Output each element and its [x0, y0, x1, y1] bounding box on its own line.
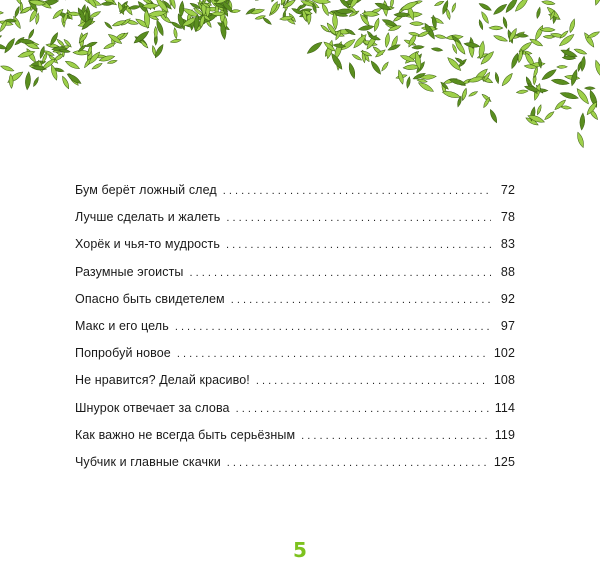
toc-leader-dots	[226, 212, 491, 224]
toc-entry-title: Разумные эгоисты	[75, 264, 184, 279]
toc-leader-dots	[301, 430, 489, 442]
toc-entry-title: Бум берёт ложный след	[75, 183, 217, 197]
toc-leader-dots	[190, 267, 492, 279]
toc-entry[interactable]	[75, 265, 515, 292]
toc-entry-page: 88	[500, 264, 515, 279]
toc-entry-page: 114	[494, 400, 515, 415]
toc-leader-dots	[236, 403, 489, 415]
toc-entry-page: 125	[493, 454, 515, 469]
toc-entry[interactable]	[75, 319, 515, 346]
toc-entry-page: 108	[493, 373, 515, 388]
toc-leader-dots	[226, 239, 491, 251]
toc-entry-title: Как важно не всегда быть серьёзным	[75, 427, 296, 442]
toc-entry[interactable]	[75, 428, 515, 455]
toc-leader-dots	[231, 294, 491, 306]
toc-entry-page: 78	[500, 210, 515, 225]
toc-entry-title: Попробуй новое	[75, 346, 171, 361]
toc-entry-page: 102	[493, 346, 515, 361]
toc-entry-page: 83	[500, 237, 515, 252]
toc-entry-title: Опасно быть свидетелем	[75, 291, 225, 306]
toc-entry-title: Чубчик и главные скачки	[75, 454, 221, 469]
toc-entry[interactable]	[75, 455, 515, 482]
toc-entry-title: Не нравится? Делай красиво!	[75, 373, 250, 388]
toc-leader-dots	[177, 348, 488, 360]
toc-entry[interactable]	[75, 373, 515, 400]
toc-entry-page: 97	[500, 318, 515, 333]
toc-entry-page: 72	[500, 183, 515, 197]
toc-entry-title: Макс и его цель	[75, 318, 169, 333]
page-number: 5	[293, 538, 307, 562]
toc-entry[interactable]	[75, 210, 515, 237]
toc-entry-title: Хорёк и чья-то мудрость	[75, 237, 220, 252]
toc-leader-dots	[175, 321, 491, 333]
foliage-decoration	[0, 0, 600, 150]
toc-entry-page: 119	[494, 427, 515, 442]
table-of-contents	[75, 183, 515, 482]
toc-entry[interactable]	[75, 292, 515, 319]
toc-leader-dots	[223, 185, 491, 197]
toc-leader-dots	[227, 457, 488, 469]
toc-entry[interactable]	[75, 237, 515, 264]
toc-entry-title: Лучше сделать и жалеть	[75, 210, 221, 225]
toc-entry-title: Шнурок отвечает за слова	[75, 400, 230, 415]
toc-entry[interactable]	[75, 183, 515, 210]
toc-entry-page: 92	[500, 291, 515, 306]
toc-leader-dots	[256, 375, 488, 387]
toc-entry[interactable]	[75, 401, 515, 428]
toc-entry[interactable]	[75, 346, 515, 373]
